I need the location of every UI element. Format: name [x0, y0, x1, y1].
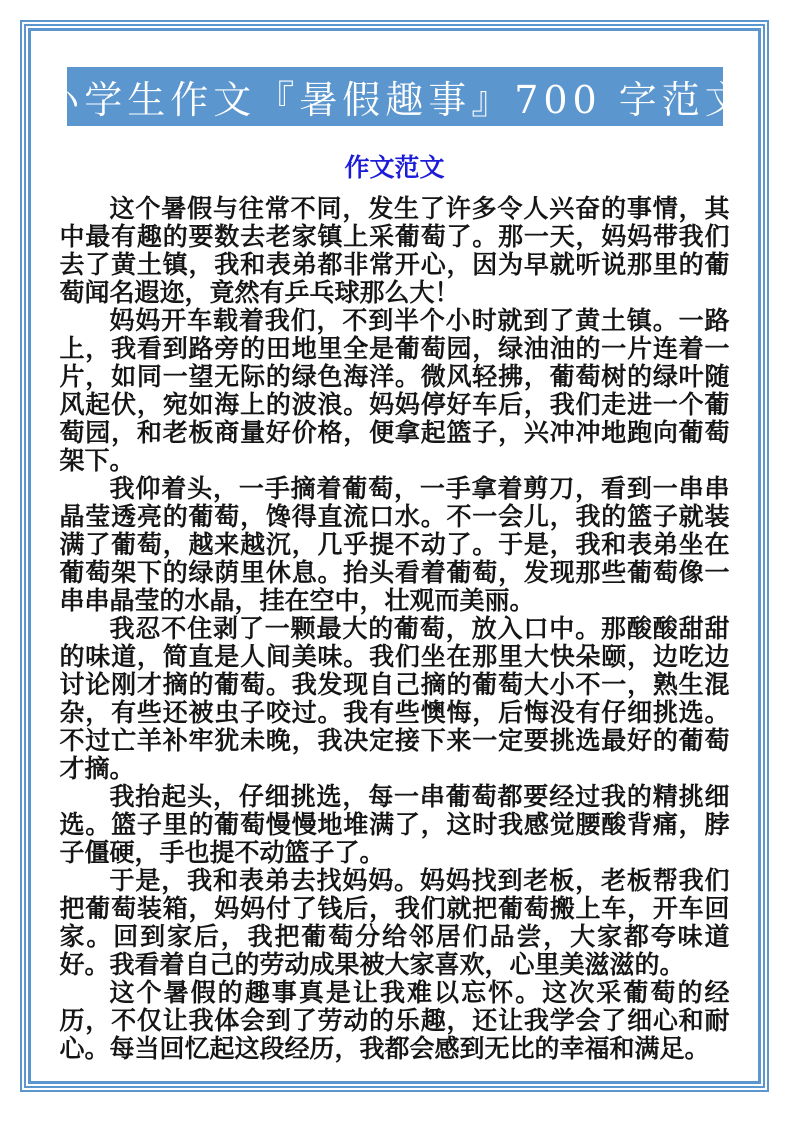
- essay-paragraph: 这个暑假的趣事真是让我难以忘怀。这次采葡萄的经历，不仅让我体会到了劳动的乐趣，还让我学会了细心和耐心。每当回忆起这段经历，我都会感到无比的幸福和满足。: [59, 978, 730, 1063]
- essay-paragraph: 这个暑假与往常不同，发生了许多令人兴奋的事情，其中最有趣的要数去老家镇上采葡萄了。那一天，妈妈带我们去了黄土镇，我和表弟都非常开心，因为早就听说那里的葡萄闻名遐迩，竟然有乒乓球那么大！: [59, 194, 730, 307]
- section-heading: 作文范文: [344, 153, 445, 182]
- title-banner: [41, 67, 748, 126]
- essay-body: [60, 195, 730, 1063]
- essay-paragraph: 我仰着头，一手摘着葡萄，一手拿着剪刀，看到一串串晶莹透亮的葡萄，馋得直流口水。不一会儿，我的篮子就装满了葡萄，越来越沉，几乎提不动了。于是，我和表弟坐在葡萄架下的绿荫里休息。抬头看着葡萄，发现那些葡萄像一串串晶莹的水晶，挂在空中，壮观而美丽。: [59, 474, 730, 615]
- essay-paragraph: 于是，我和表弟去找妈妈。妈妈找到老板，老板帮我们把葡萄装箱，妈妈付了钱后，我们就把葡萄搬上车，开车回家。回到家后，我把葡萄分给邻居们品尝，大家都夸味道好。我看着自己的劳动成果被大家喜欢，心里美滋滋的。: [59, 866, 730, 979]
- page-title: 小学生作文『暑假趣事』700 字范文: [41, 78, 748, 122]
- essay-paragraph: 我抬起头，仔细挑选，每一串葡萄都要经过我的精挑细选。篮子里的葡萄慢慢地堆满了，这时我感觉腰酸背痛，脖子僵硬，手也提不动篮子了。: [59, 782, 730, 867]
- border-frame-middle: [24, 24, 765, 1088]
- essay-paragraph: 妈妈开车载着我们，不到半个小时就到了黄土镇。一路上，我看到路旁的田地里全是葡萄园，绿油油的一片连着一片，如同一望无际的绿色海洋。微风轻拂，葡萄树的绿叶随风起伏，宛如海上的波浪。妈妈停好车后，我们走进一个葡萄园，和老板商量好价格，便拿起篮子，兴冲冲地跑向葡萄架下。: [59, 306, 730, 475]
- page-content: [31, 31, 758, 1081]
- essay-paragraph: 我忍不住剥了一颗最大的葡萄，放入口中。那酸酸甜甜的味道，简直是人间美味。我们坐在那里大快朵颐，边吃边讨论刚才摘的葡萄。我发现自己摘的葡萄大小不一，熟生混杂，有些还被虫子咬过。我有些懊悔，后悔没有仔细挑选。不过亡羊补牢犹未晚，我决定接下来一定要挑选最好的葡萄才摘。: [59, 614, 730, 783]
- border-frame-outer: [20, 20, 769, 1092]
- border-frame-inner: [28, 28, 761, 1084]
